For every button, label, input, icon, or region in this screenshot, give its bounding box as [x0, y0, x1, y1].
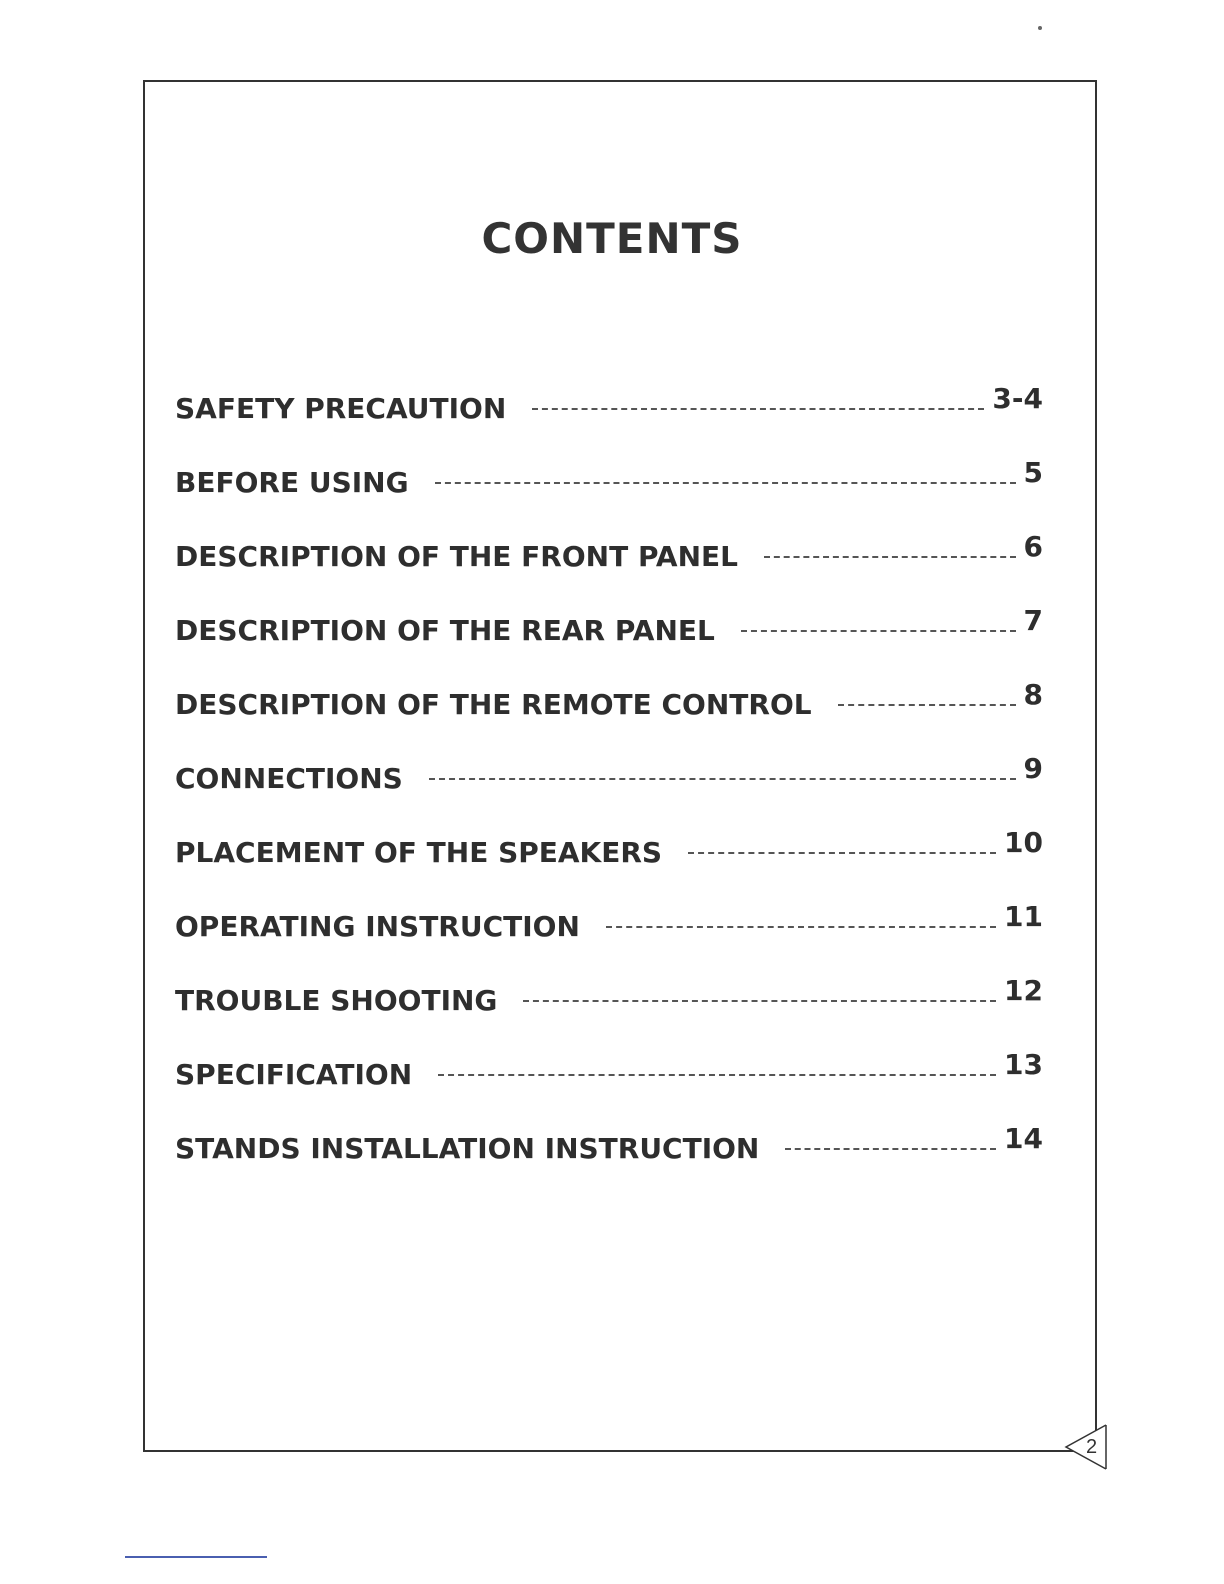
toc-entry-label: PLACEMENT OF THE SPEAKERS: [175, 836, 663, 869]
page-number: 2: [1086, 1436, 1098, 1458]
toc-dot-leader: [429, 756, 1016, 780]
toc-dot-leader: [532, 386, 984, 410]
toc-entry[interactable]: [175, 530, 1043, 574]
toc-dot-leader: [523, 978, 996, 1002]
toc-entry[interactable]: [175, 1122, 1043, 1166]
toc-entry-page: 5: [1023, 456, 1043, 489]
toc-entry[interactable]: [175, 974, 1043, 1018]
page-title: CONTENTS: [481, 214, 743, 263]
toc-entry[interactable]: [175, 604, 1043, 648]
toc-entry-label: SPECIFICATION: [175, 1058, 413, 1091]
toc-entry-page: 8: [1023, 678, 1043, 711]
scan-speck: [1038, 26, 1042, 30]
toc-entry-page: 10: [1004, 826, 1043, 859]
toc-entry-page: 14: [1004, 1122, 1043, 1155]
toc-entry[interactable]: [175, 1048, 1043, 1092]
toc-entry-label: DESCRIPTION OF THE REMOTE CONTROL: [175, 688, 812, 721]
footer-link-underline: [125, 1556, 267, 1558]
toc-entry-label: BEFORE USING: [175, 466, 409, 499]
toc-dot-leader: [741, 608, 1016, 632]
toc-dot-leader: [435, 460, 1016, 484]
toc-entry-label: TROUBLE SHOOTING: [175, 984, 498, 1017]
toc-entry-page: 11: [1004, 900, 1043, 933]
toc-entry[interactable]: [175, 456, 1043, 500]
toc-entry-label: DESCRIPTION OF THE FRONT PANEL: [175, 540, 738, 573]
toc-entry-page: 12: [1004, 974, 1043, 1007]
toc-entry[interactable]: [175, 382, 1043, 426]
toc-dot-leader: [606, 904, 996, 928]
toc-entry-label: STANDS INSTALLATION INSTRUCTION: [175, 1132, 760, 1165]
toc-dot-leader: [688, 830, 996, 854]
toc-entry-label: OPERATING INSTRUCTION: [175, 910, 580, 943]
toc-entry-page: 6: [1023, 530, 1043, 563]
toc-entry-page: 13: [1004, 1048, 1043, 1081]
toc-dot-leader: [785, 1126, 996, 1150]
toc-entry[interactable]: [175, 900, 1043, 944]
toc-entry-label: DESCRIPTION OF THE REAR PANEL: [175, 614, 715, 647]
toc-entry-label: CONNECTIONS: [175, 762, 403, 795]
toc-entry-page: 9: [1023, 752, 1043, 785]
toc-entry-page: 7: [1023, 604, 1043, 637]
toc-entry[interactable]: [175, 752, 1043, 796]
toc-dot-leader: [764, 534, 1016, 558]
toc-entry-label: SAFETY PRECAUTION: [175, 392, 507, 425]
toc-entry-page: 3-4: [992, 382, 1043, 415]
toc-dot-leader: [838, 682, 1016, 706]
toc-entry[interactable]: [175, 826, 1043, 870]
toc-entry[interactable]: [175, 678, 1043, 722]
toc-dot-leader: [438, 1052, 996, 1076]
